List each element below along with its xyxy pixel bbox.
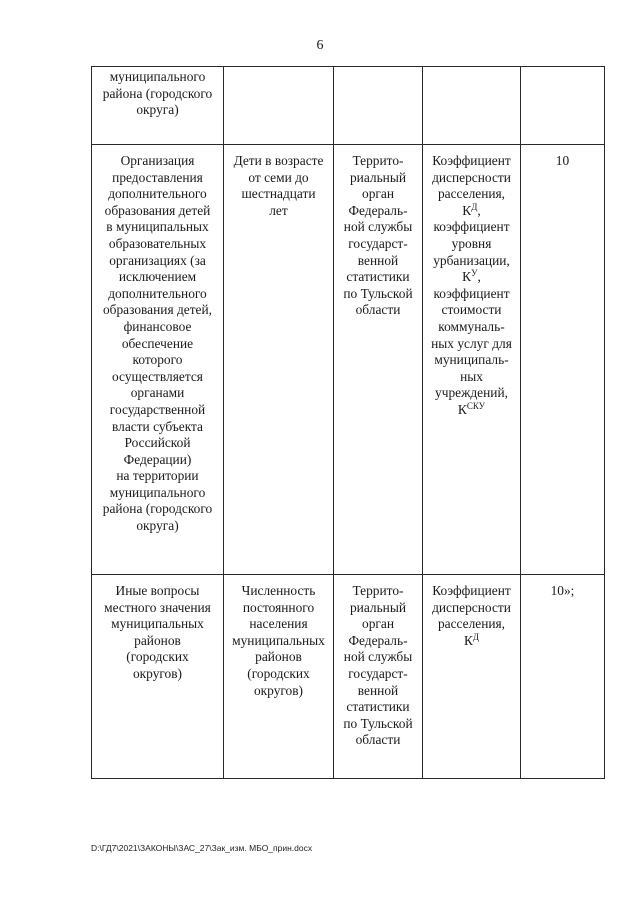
cell-source [334, 145, 423, 575]
cell-line: Федераль- [348, 202, 408, 218]
cell-line [426, 402, 517, 419]
cell-line: муниципальных [111, 616, 204, 632]
cell-line: коэффициент [433, 285, 510, 301]
cell-line: ной службы [343, 219, 413, 235]
cell-coefficients [423, 67, 521, 145]
cell-line: округов) [132, 665, 183, 681]
cell-line: исключением [118, 269, 197, 285]
cell-line: орган [362, 616, 394, 632]
cell-line: на территории [116, 468, 199, 484]
cell-line: коэффициент [433, 219, 510, 235]
cell-indicator [224, 145, 334, 575]
cell-line: Террито- [352, 583, 404, 598]
cell-line: округа) [136, 102, 179, 118]
cell-line: дополнительного [108, 285, 207, 301]
cell-line [426, 203, 517, 220]
cell-line [426, 269, 517, 286]
cell-line: ных [460, 368, 483, 384]
cell-line: урбанизации, [433, 252, 510, 268]
cell-coefficients [423, 575, 521, 779]
cell-line: муниципаль- [434, 352, 509, 368]
coefficient-superscript: У [471, 268, 478, 279]
cell-line: муниципальных [232, 632, 325, 648]
cell-line: дисперсности [432, 169, 511, 185]
coefficient-symbol: К [462, 202, 472, 218]
cell-line: Коэффициент [432, 583, 511, 598]
cell-line: (городских [247, 665, 310, 681]
cell-line: Российской [124, 435, 191, 451]
cell-line: постоянного [242, 599, 315, 615]
table-row [92, 145, 605, 575]
cell-line: обеспечение [121, 335, 194, 351]
coefficient-symbol: К [463, 632, 473, 648]
cell-line: области [355, 302, 401, 318]
cell-line: Организация [120, 153, 195, 168]
cell-indicator [224, 575, 334, 779]
cell-line: стоимости [441, 302, 502, 318]
cell-line: предоставления [112, 169, 203, 185]
cell-line: населения [249, 616, 308, 632]
cell-coefficients [423, 145, 521, 575]
cell-line: ной службы [343, 649, 413, 665]
cell-line: власти субъекта [111, 418, 203, 434]
cell-issue [92, 145, 224, 575]
cell-line: расселения, [437, 616, 506, 632]
cell-line: дисперсности [432, 599, 511, 615]
cell-line [426, 633, 517, 650]
table-row [92, 575, 605, 779]
cell-line: дополнительного [108, 186, 207, 202]
cell-line: районов [134, 632, 181, 648]
cell-line: образовательных [108, 235, 207, 251]
cell-line: риальный [349, 169, 407, 185]
coefficient-superscript: Д [471, 201, 478, 212]
cell-line: уровня [451, 235, 492, 251]
coefficient-symbol: К [462, 269, 472, 285]
page-number: 6 [316, 38, 324, 53]
cell-line: Коэффициент [432, 153, 511, 168]
coefficient-superscript: Д [472, 631, 480, 642]
cell-source [334, 575, 423, 779]
cell-line: (городских [126, 649, 189, 665]
cell-source [334, 67, 423, 145]
cell-line: района (городского [102, 85, 213, 101]
cell-line: венной [357, 682, 399, 698]
cell-line: местного значения [104, 599, 211, 615]
cell-indicator [224, 67, 334, 145]
cell-line: венной [357, 252, 399, 268]
table-row [92, 67, 605, 145]
cell-line: Федерации) [123, 451, 192, 467]
cell-line: которого [132, 352, 183, 368]
cell-line: органами [130, 385, 185, 401]
cell-line: Численность [241, 583, 316, 598]
coefficient-table [91, 66, 605, 779]
cell-line: коммуналь- [438, 318, 505, 334]
cell-value [521, 575, 605, 779]
cell-line: Иные вопросы [115, 583, 200, 598]
cell-line: 10»; [550, 583, 575, 598]
cell-line: 10 [555, 153, 570, 168]
cell-line: Федераль- [348, 632, 408, 648]
cell-line: в муниципальных [106, 219, 209, 235]
cell-line: Дети в возрасте [233, 153, 324, 168]
cell-line: осуществляется [112, 368, 203, 384]
coefficient-symbol: К [457, 401, 467, 417]
cell-line: области [355, 732, 401, 748]
cell-line: округов) [253, 682, 304, 698]
cell-line: статистики [346, 699, 410, 715]
cell-line: государственной [109, 401, 206, 417]
cell-value [521, 67, 605, 145]
cell-line: муниципального [109, 484, 206, 500]
cell-line: расселения, [437, 186, 506, 202]
cell-line: по Тульской [343, 715, 413, 731]
cell-line: Террито- [352, 153, 404, 168]
cell-line: риальный [349, 599, 407, 615]
cell-line: статистики [346, 269, 410, 285]
cell-issue [92, 67, 224, 145]
cell-line: шестнадцати [241, 186, 316, 202]
file-path-footer: D:\ГД7\2021\ЗАКОНЫ\ЗАС_27\Зак_изм. МБО_прин.docx [91, 843, 313, 853]
cell-line: округа) [136, 518, 179, 534]
cell-issue [92, 575, 224, 779]
cell-line: ных услуг для [431, 335, 512, 351]
cell-line: государст- [348, 665, 408, 681]
coefficient-punctuation: , [477, 202, 481, 218]
cell-line: образования детей [104, 202, 211, 218]
cell-line: организациях (за [109, 252, 206, 268]
cell-line: районов [255, 649, 302, 665]
coefficient-punctuation: , [477, 269, 481, 285]
cell-line: финансовое [123, 318, 192, 334]
cell-line: лет [269, 202, 288, 218]
cell-line: по Тульской [343, 285, 413, 301]
cell-line: учреждений, [435, 385, 508, 401]
cell-line: орган [362, 186, 394, 202]
cell-line: государст- [348, 235, 408, 251]
cell-line: образования детей, [102, 302, 213, 318]
cell-line: от семи до [248, 169, 309, 185]
cell-line: муниципального [109, 69, 206, 84]
coefficient-superscript: СКУ [466, 400, 486, 411]
cell-value [521, 145, 605, 575]
cell-line: района (городского [102, 501, 213, 517]
